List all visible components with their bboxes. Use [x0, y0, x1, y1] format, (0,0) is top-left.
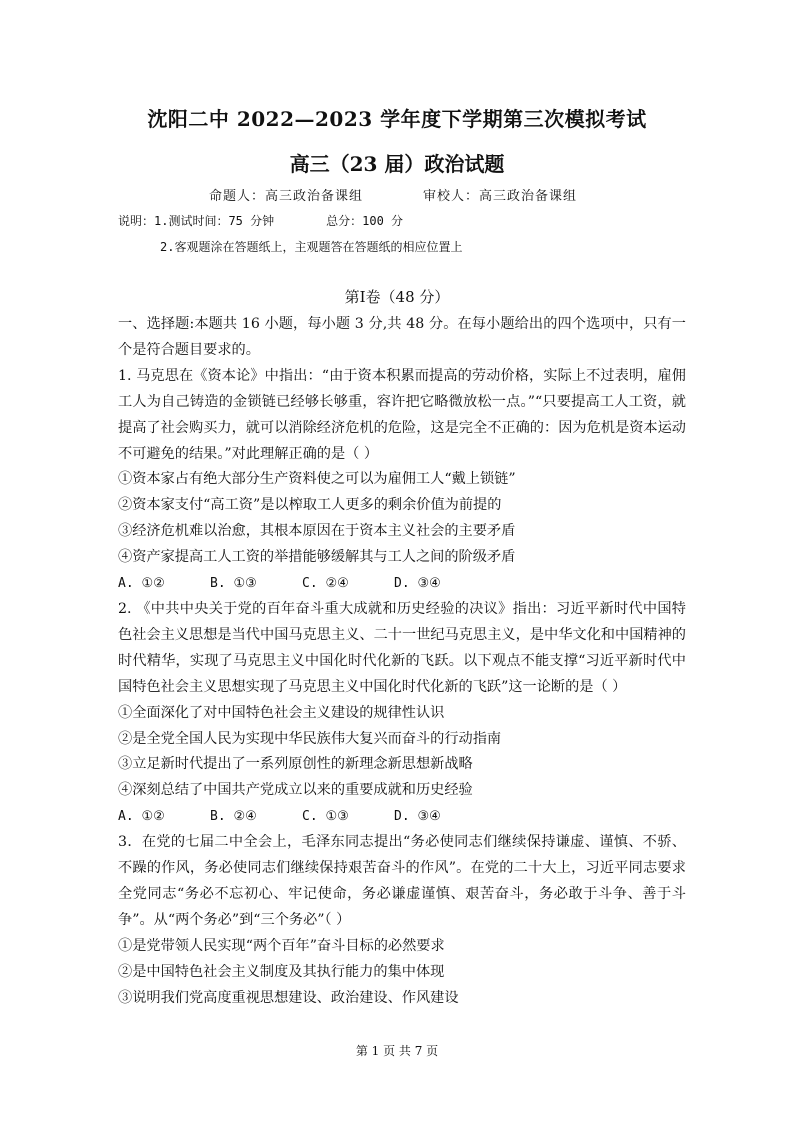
- instructions-line-2: 2.客观题涂在答题纸上，主观题答在答题纸的相应位置上: [160, 240, 463, 254]
- exam-subtitle: 高三（23 届）政治试题: [289, 152, 505, 176]
- question-stem: 2. 《中共中央关于党的百年奋斗重大成就和历史经验的决议》指出：习近平新时代中国特色社会主义思想是当代中国马克思主义、二十一世纪马克思主义，是中华文化和中国精神的时代精华，实现了马克思主义中国化时代化新的飞跃。以下观点不能支撑“习近平新时代中国特色社会主义思想实现了马克思主义中国化时代化新的飞跃”这一论断的是（ ）: [118, 600, 686, 695]
- statement-item: ①资本家占有绝大部分生产资料使之可以为雇佣工人“戴上锁链”: [118, 471, 516, 488]
- statement-item: ②资本家支付“高工资”是以榨取工人更多的剩余价值为前提的: [118, 497, 502, 514]
- question-stem: 1. 马克思在《资本论》中指出：“由于资本积累而提高的劳动价格，实际上不过表明，雇佣工人为自己铸造的金锁链已经够长够重，容许把它略微放松一点。”“只要提高工人工资，就提高了社会购买力，就可以消除经济危机的危险，这是完全不正确的：因为危机是资本运动不可避免的结果。”对此理解正确的是（ ）: [118, 367, 686, 462]
- page-number: 第 1 页 共 7 页: [355, 1044, 439, 1058]
- statement-item: ③说明我们党高度重视思想建设、政治建设、作风建设: [118, 989, 459, 1006]
- statement-item: ④资产家提高工人工资的举措能够缓解其与工人之间的阶级矛盾: [118, 549, 516, 566]
- option-b: B. ②④: [210, 809, 257, 825]
- section-title: 第Ⅰ卷（48 分）: [344, 288, 450, 306]
- question-3: [118, 830, 686, 1011]
- option-d: D. ③④: [394, 809, 441, 825]
- author-row: [209, 185, 577, 204]
- statement-item: ②是全党全国人民为实现中华民族伟大复兴而奋斗的行动指南: [118, 730, 502, 747]
- question-stem: 3．在党的七届二中全会上，毛泽东同志提出“务必使同志们继续保持谦虚、谨慎、不骄、不躁的作风，务必使同志们继续保持艰苦奋斗的作风”。在党的二十大上，习近平同志要求全党同志“务必不忘初心、牢记使命，务必谦虚谨慎、艰苦奋斗，务必敢于斗争、善于斗争”。从“两个务必”到“三个务必”（ ）: [118, 834, 686, 928]
- option-c: C. ②④: [302, 576, 349, 592]
- statement-item: ④深刻总结了中国共产党成立以来的重要成就和历史经验: [118, 782, 473, 799]
- reviewer-text: 审校人：高三政治备课组: [423, 189, 578, 204]
- exam-title: 沈阳二中 2022—2023 学年度下学期第三次模拟考试: [147, 107, 647, 131]
- section-intro: 一、选择题:本题共 16 小题，每小题 3 分,共 48 分。在每小题给出的四个选项中，只有一个是符合题目要求的。: [118, 316, 686, 358]
- option-b: B. ①③: [210, 576, 257, 592]
- option-a: A. ①②: [118, 576, 165, 592]
- option-a: A. ①②: [118, 809, 165, 825]
- score-note: 总分：100 分: [326, 214, 404, 228]
- statement-item: ②是中国特色社会主义制度及其执行能力的集中体现: [118, 963, 445, 980]
- instructions-line-1: [118, 212, 403, 229]
- answer-options: [118, 571, 686, 597]
- question-2: [118, 597, 686, 830]
- statement-item: ③立足新时代提出了一系列原创性的新理念新思想新战略: [118, 756, 473, 773]
- option-d: D. ③④: [394, 576, 441, 592]
- time-note: 说明：1.测试时间：75 分钟: [118, 214, 275, 228]
- option-c: C. ①③: [302, 809, 349, 825]
- question-1: [118, 364, 686, 597]
- statement-item: ①全面深化了对中国特色社会主义建设的规律性认识: [118, 704, 445, 721]
- answer-options: [118, 804, 686, 830]
- author-text: 命题人：高三政治备课组: [209, 189, 364, 204]
- statement-item: ③经济危机难以治愈，其根本原因在于资本主义社会的主要矛盾: [118, 523, 516, 540]
- statement-item: ①是党带领人民实现“两个百年”奋斗目标的必然要求: [118, 937, 445, 954]
- exam-body: [118, 312, 686, 1011]
